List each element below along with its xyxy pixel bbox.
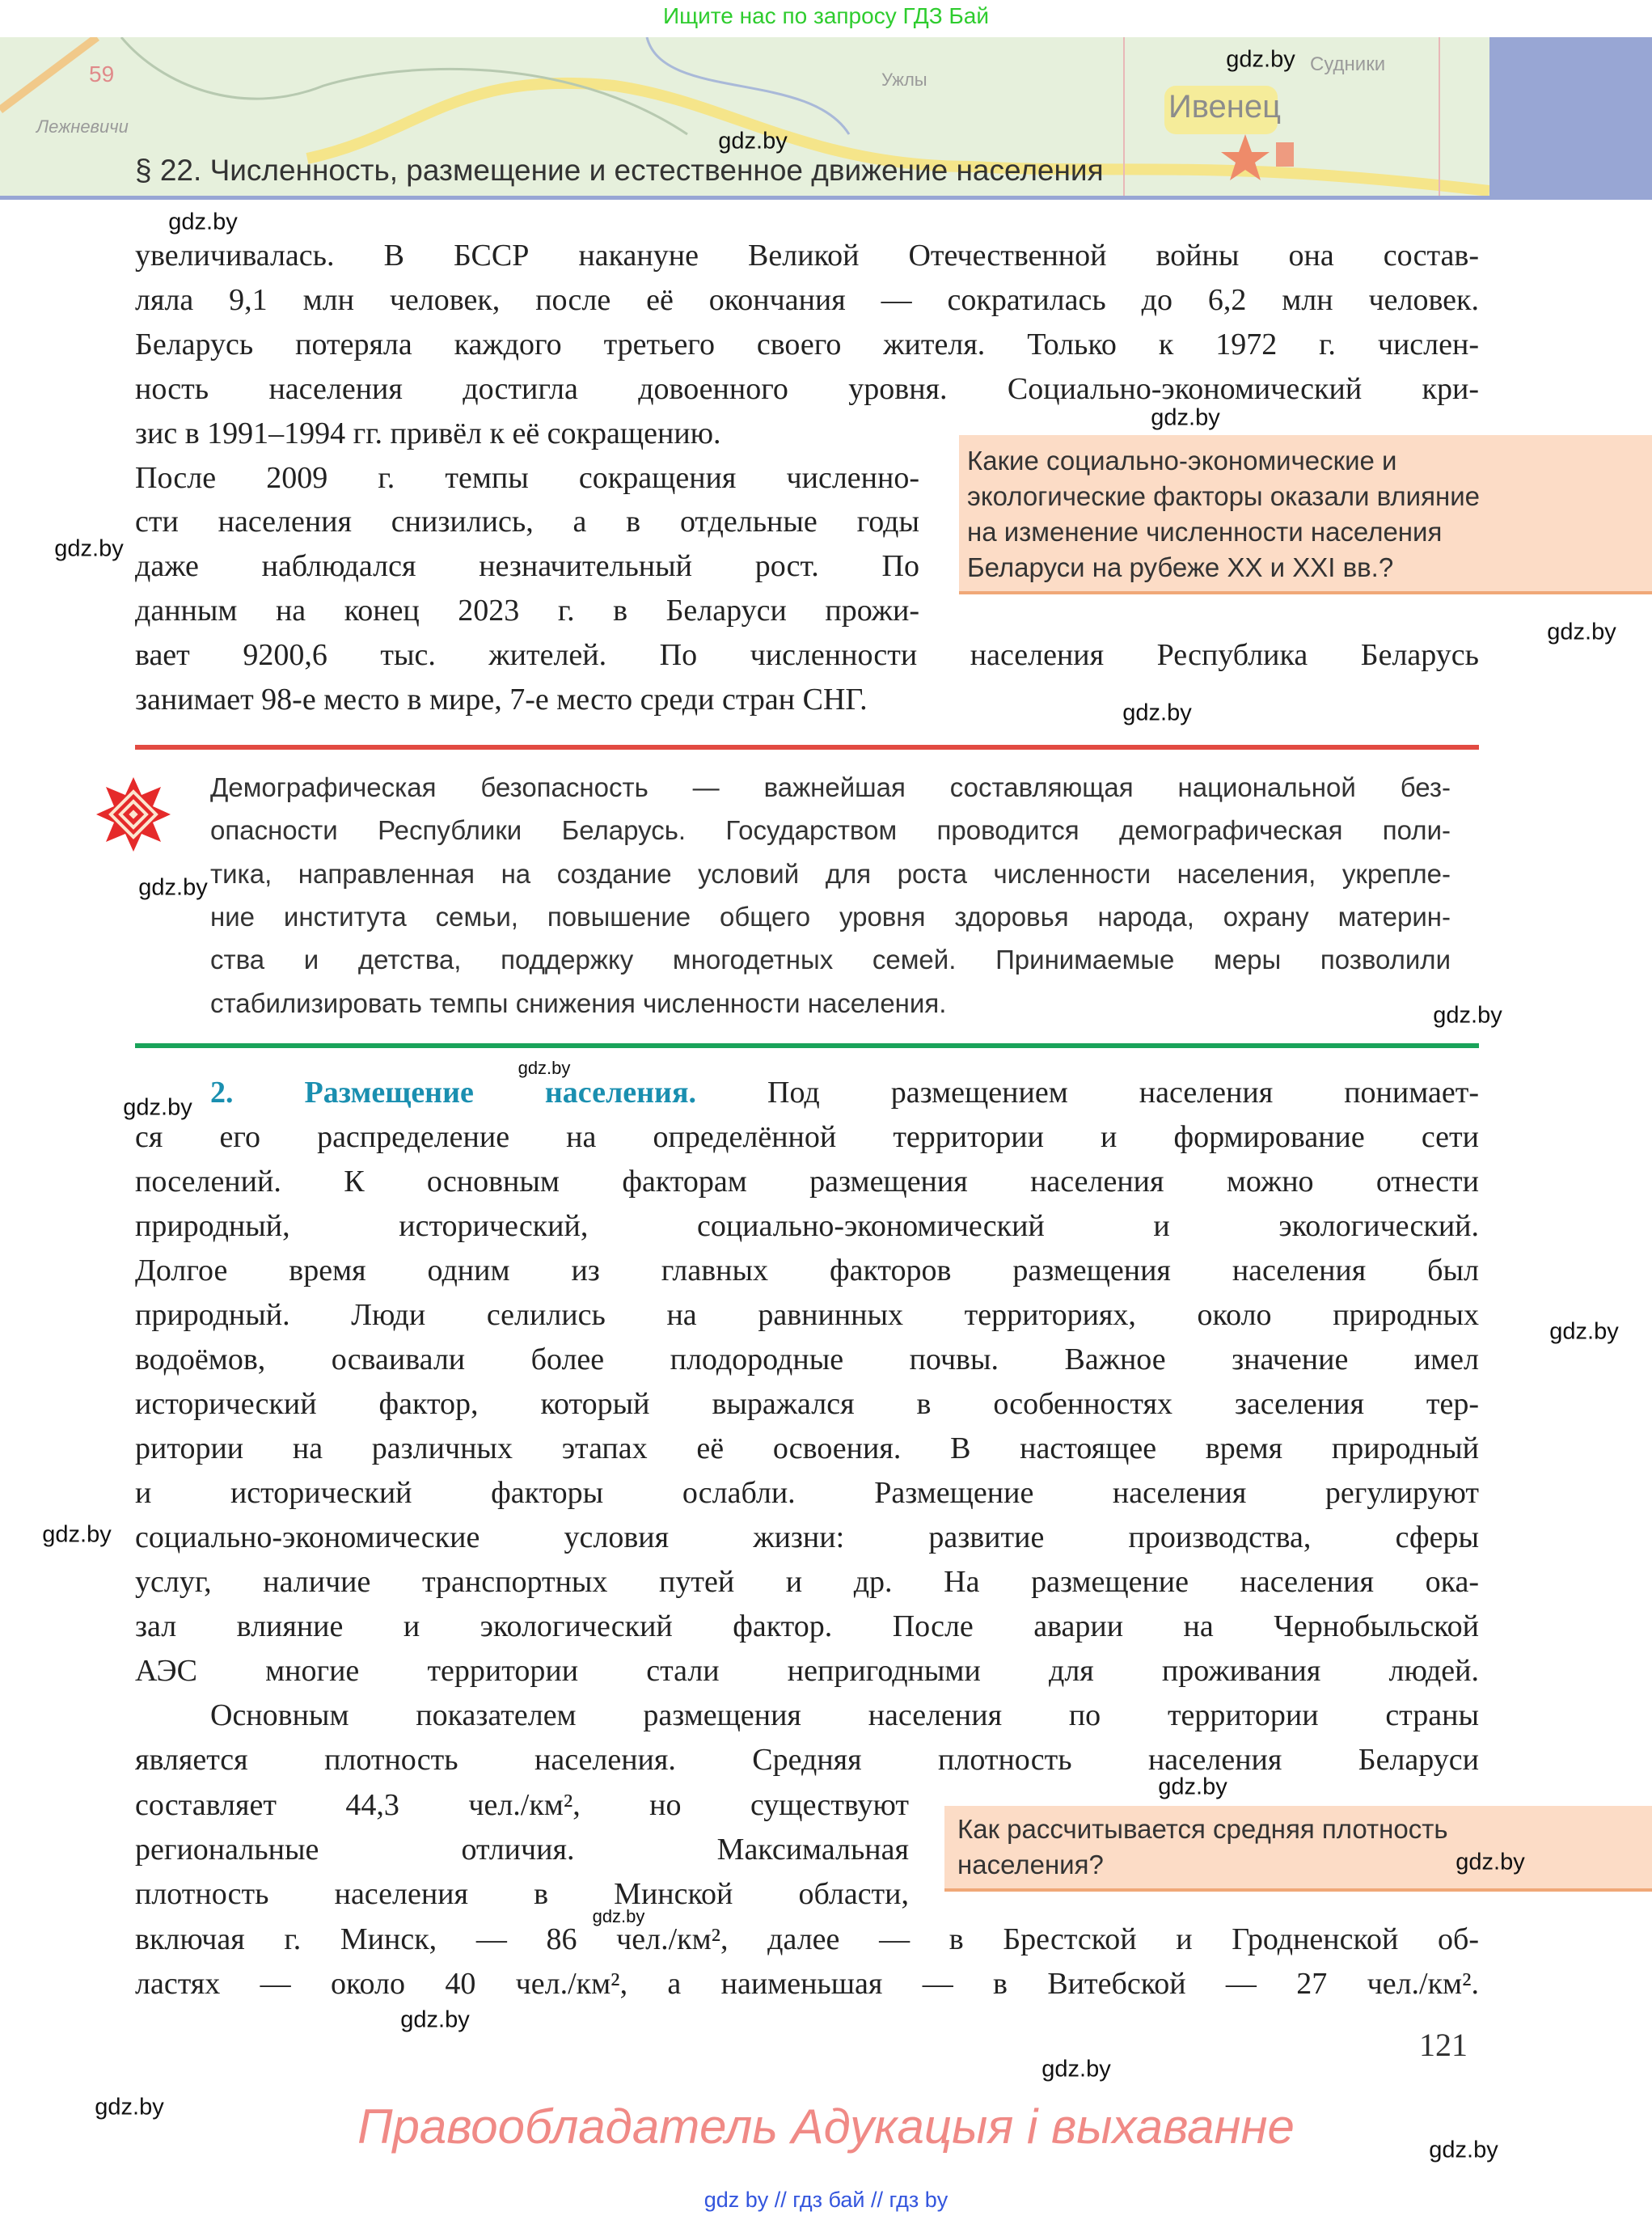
watermark: gdz.by bbox=[1433, 1002, 1502, 1029]
watermark: gdz.by bbox=[123, 1094, 192, 1121]
text-line: сти населения снизились, а в отдельные годы bbox=[135, 505, 919, 539]
text-line: вает 9200,6 тыс. жителей. По численности населения Республика Беларусь bbox=[135, 638, 1479, 673]
text-line: природный. Люди селились на равнинных территориях, около природных bbox=[135, 1298, 1479, 1332]
text-line: ся его распределение на определённой территории и формирование сети bbox=[135, 1120, 1479, 1154]
watermark: gdz.by bbox=[1549, 1318, 1619, 1345]
text-line: АЭС многие территории стали непригодными для проживания людей. bbox=[135, 1654, 1479, 1688]
watermark: gdz.by bbox=[1151, 404, 1220, 431]
text-line: ства и детства, поддержку многодетных семей. Принимаемые меры позволили bbox=[210, 945, 1451, 975]
watermark: gdz.by bbox=[1041, 2056, 1111, 2082]
section-heading: 2. Размещение населения. bbox=[210, 1076, 697, 1110]
watermark: gdz.by bbox=[1226, 46, 1295, 73]
text-line: тика, направленная на создание условий для роста численности населения, укрепле- bbox=[210, 858, 1451, 889]
map-label-sudniki: Судники bbox=[1310, 53, 1386, 75]
text-line: ние института семьи, повышение общего уровня здоровья народа, охрану материн- bbox=[210, 901, 1451, 932]
text-line: услуг, наличие транспортных путей и др. На размещение населения ока- bbox=[135, 1565, 1479, 1599]
search-hint: Ищите нас по запросу ГДЗ Бай bbox=[662, 3, 990, 28]
watermark: gdz.by bbox=[54, 535, 124, 562]
text-line: поселений. К основным факторам размещения населения можно отнести bbox=[135, 1165, 1479, 1199]
text-line: Беларусь потеряла каждого третьего своего жителя. Только к 1972 г. числен- bbox=[135, 327, 1479, 362]
watermark: gdz.by bbox=[168, 209, 238, 235]
text-line: зис в 1991–1994 гг. привёл к её сокращению. bbox=[135, 416, 721, 450]
text-line: водоёмов, осваивали более плодородные почвы. Важное значение имел bbox=[135, 1342, 1479, 1376]
text-line: занимает 98-е место в мире, 7-е место среди стран СНГ. bbox=[135, 683, 868, 717]
watermark: gdz.by bbox=[1429, 2137, 1498, 2163]
callout-line: Какие социально-экономические и bbox=[967, 446, 1397, 476]
page-number: 121 bbox=[1419, 2027, 1468, 2063]
text-line: данным на конец 2023 г. в Беларуси прожи- bbox=[135, 594, 919, 628]
text-line: ритории на различных этапах её освоения. В настоящее время природный bbox=[135, 1431, 1479, 1465]
text-line: и исторический факторы ослабли. Размещение населения регулируют bbox=[135, 1476, 1479, 1510]
text-line: Долгое время одним из главных факторов размещения населения был bbox=[135, 1254, 1479, 1287]
text-line: стабилизировать темпы снижения численности населения. bbox=[210, 987, 947, 1018]
section-heading-line bbox=[210, 1072, 1479, 1114]
watermark: gdz.by bbox=[1456, 1849, 1525, 1875]
watermark: gdz.by bbox=[1547, 619, 1616, 645]
text-line: ляла 9,1 млн человек, после её окончания — сократилась до 6,2 млн человек. bbox=[135, 282, 1479, 317]
watermark: gdz.by bbox=[718, 128, 788, 154]
text-line: включая г. Минск, — 86 чел./км², далее — в Брестской и Гродненской об- bbox=[135, 1922, 1479, 1956]
watermark: gdz.by bbox=[592, 1906, 645, 1926]
green-divider bbox=[135, 1043, 1479, 1048]
red-divider bbox=[135, 745, 1479, 750]
text-line: даже наблюдался незначительный рост. По bbox=[135, 549, 919, 584]
text-span: Под размещением населения понимает- bbox=[696, 1076, 1479, 1110]
callout-line: на изменение численности населения bbox=[967, 517, 1443, 547]
text-line: исторический фактор, который выражался в особенностях заселения тер- bbox=[135, 1387, 1479, 1421]
watermark: gdz.by bbox=[518, 1058, 571, 1078]
watermark: gdz.by bbox=[95, 2094, 164, 2120]
watermark: gdz.by bbox=[1158, 1774, 1227, 1800]
belarusian-ornament-icon bbox=[96, 777, 171, 852]
header-divider bbox=[0, 196, 1652, 200]
text-line: плотность населения в Минской области, bbox=[135, 1877, 909, 1912]
map-label-lezhnevichi: Лежневичи bbox=[36, 116, 129, 137]
text-line: ность населения достигла довоенного уровня. Социально-экономический кри- bbox=[135, 371, 1479, 406]
question-callout-1 bbox=[959, 435, 1652, 594]
callout-line: Как рассчитывается средняя плотность bbox=[957, 1814, 1448, 1844]
copyright-notice: Правообладатель Адукацыя і выхаванне bbox=[357, 2099, 1295, 2154]
text-line: увеличивалась. В БССР накануне Великой Отечественной войны она состав- bbox=[135, 239, 1479, 273]
watermark: gdz.by bbox=[1122, 700, 1192, 726]
callout-line: населения? bbox=[957, 1850, 1104, 1879]
text-line: Демографическая безопасность — важнейшая составляющая национальной без- bbox=[210, 772, 1451, 802]
map-label-59: 59 bbox=[89, 61, 115, 87]
text-line: ластях — около 40 чел./км², а наименьшая — в Витебской — 27 чел./км². bbox=[135, 1966, 1479, 2001]
text-line: природный, исторический, социально-экономический и экологический. bbox=[135, 1209, 1479, 1243]
section-title: § 22. Численность, размещение и естественное движение населения bbox=[135, 154, 1104, 187]
text-line: региональные отличия. Максимальная bbox=[135, 1832, 909, 1867]
footer-links[interactable]: gdz by // гдз бай // гдз by bbox=[703, 2188, 949, 2212]
text-line: зал влияние и экологический фактор. После аварии на Чернобыльской bbox=[135, 1609, 1479, 1643]
map-label-uzhly: Ужлы bbox=[881, 70, 927, 90]
text-line: составляет 44,3 чел./км², но существуют bbox=[135, 1787, 909, 1822]
watermark: gdz.by bbox=[400, 2006, 470, 2033]
text-line: социально-экономические условия жизни: развитие производства, сферы bbox=[135, 1520, 1479, 1554]
callout-line: экологические факторы оказали влияние bbox=[967, 481, 1480, 511]
callout-line: Беларуси на рубеже XX и XXI вв.? bbox=[967, 552, 1394, 582]
text-line: Основным показателем размещения населения по территории страны bbox=[210, 1698, 1479, 1732]
text-line: является плотность населения. Средняя плотность населения Беларуси bbox=[135, 1743, 1479, 1778]
map-label-ivenets: Ивенец bbox=[1168, 89, 1282, 125]
text-line: опасности Республики Беларусь. Государством проводится демографическая поли- bbox=[210, 815, 1451, 846]
header-accent-block bbox=[1489, 37, 1652, 196]
question-callout-2 bbox=[944, 1806, 1652, 1892]
watermark: gdz.by bbox=[138, 874, 208, 901]
text-line: После 2009 г. темпы сокращения численно- bbox=[135, 460, 919, 495]
watermark: gdz.by bbox=[42, 1521, 112, 1548]
